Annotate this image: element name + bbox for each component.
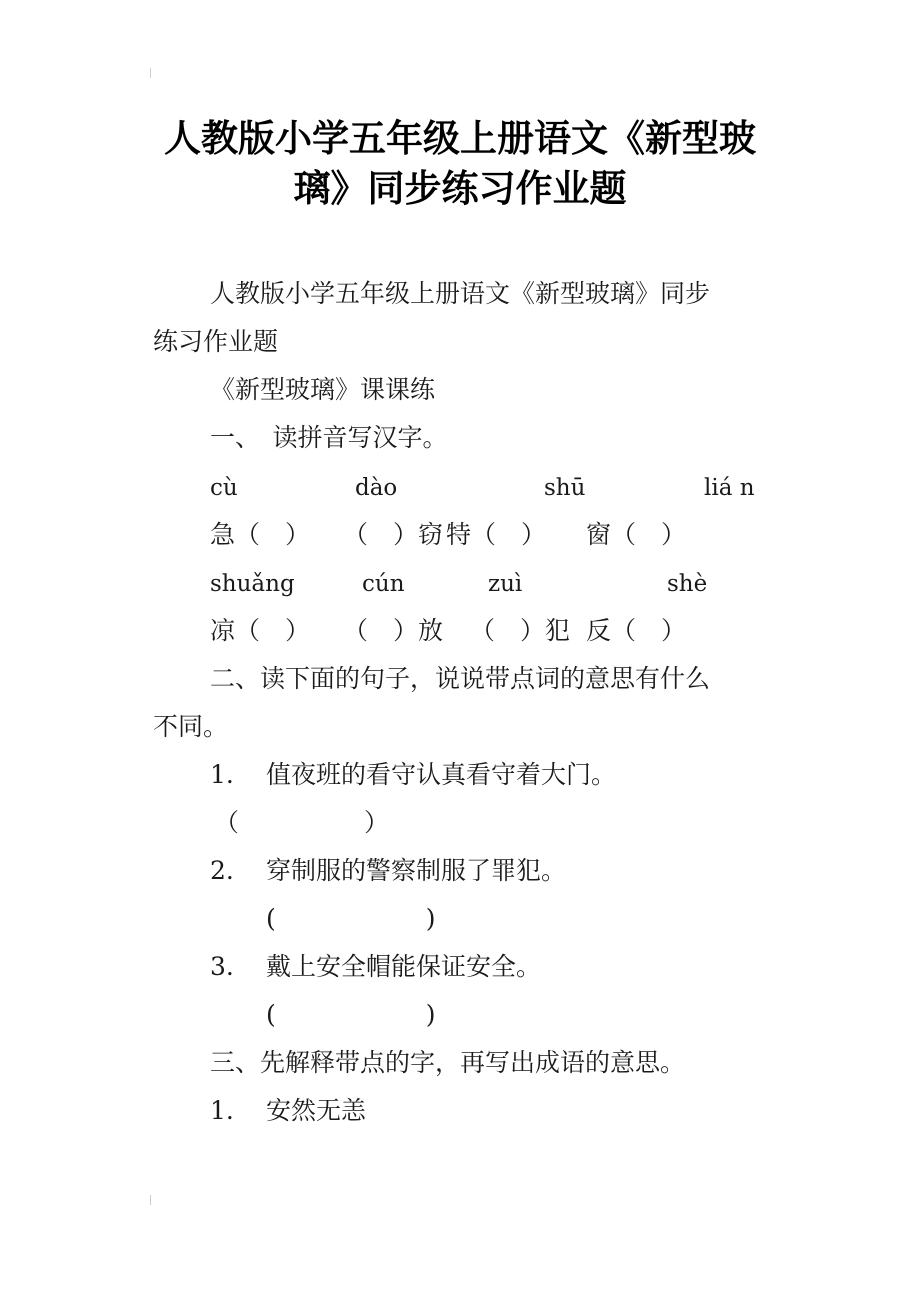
section2-heading-line-2: 不同。	[153, 712, 229, 741]
item-number: 3.	[210, 952, 234, 981]
char-blank-chuang: 窗（ ）	[586, 520, 687, 549]
pinyin-shu: shū	[544, 475, 586, 501]
lesson-heading: 《新型玻璃》课课练	[210, 375, 436, 404]
item-sentence: 值夜班的看守认真看守着大门。	[266, 760, 617, 789]
char-blank-qie: （ ）窃	[343, 520, 444, 549]
item-number: 1.	[210, 760, 234, 789]
scan-mark	[150, 1195, 155, 1205]
char-blank-te: 特（ ）	[446, 520, 547, 549]
pinyin-dao: dào	[355, 475, 398, 501]
answer-blank: ( )	[266, 904, 436, 933]
pinyin-lian: liá n	[704, 475, 755, 501]
pinyin-zui: zuì	[488, 571, 523, 597]
document-title-line-1: 人教版小学五年级上册语文《新型玻	[164, 117, 756, 160]
section2-heading-line-1: 二、读下面的句子，说说带点词的意思有什么	[210, 664, 711, 693]
intro-line-1: 人教版小学五年级上册语文《新型玻璃》同步	[210, 279, 711, 308]
document-title-line-2: 璃》同步练习作业题	[293, 167, 627, 210]
item-number: 1.	[210, 1096, 234, 1125]
section3-heading: 三、先解释带点的字，再写出成语的意思。	[210, 1048, 686, 1077]
item-sentence: 穿制服的警察制服了罪犯。	[266, 856, 567, 885]
pinyin-cu: cù	[210, 475, 238, 501]
char-blank-ji: 急（ ）	[210, 520, 311, 549]
char-blank-fan2: 反（ ）	[586, 616, 687, 645]
pinyin-shuang: shuǎng	[210, 571, 295, 597]
char-blank-fan: （ ）犯	[470, 616, 571, 645]
section1-heading: 一、 读拼音写汉字。	[210, 423, 448, 452]
answer-blank: ( )	[266, 1000, 436, 1029]
pinyin-cun: cún	[362, 571, 405, 597]
intro-line-2: 练习作业题	[153, 327, 279, 356]
item-number: 2.	[210, 856, 234, 885]
char-blank-fang: （ ）放	[343, 616, 444, 645]
scan-mark	[150, 68, 155, 78]
idiom-text: 安然无恙	[266, 1096, 367, 1125]
answer-blank: （ ）	[214, 808, 390, 837]
char-blank-liang: 凉（ ）	[210, 616, 311, 645]
pinyin-she: shè	[667, 571, 708, 597]
item-sentence: 戴上安全帽能保证安全。	[266, 952, 542, 981]
